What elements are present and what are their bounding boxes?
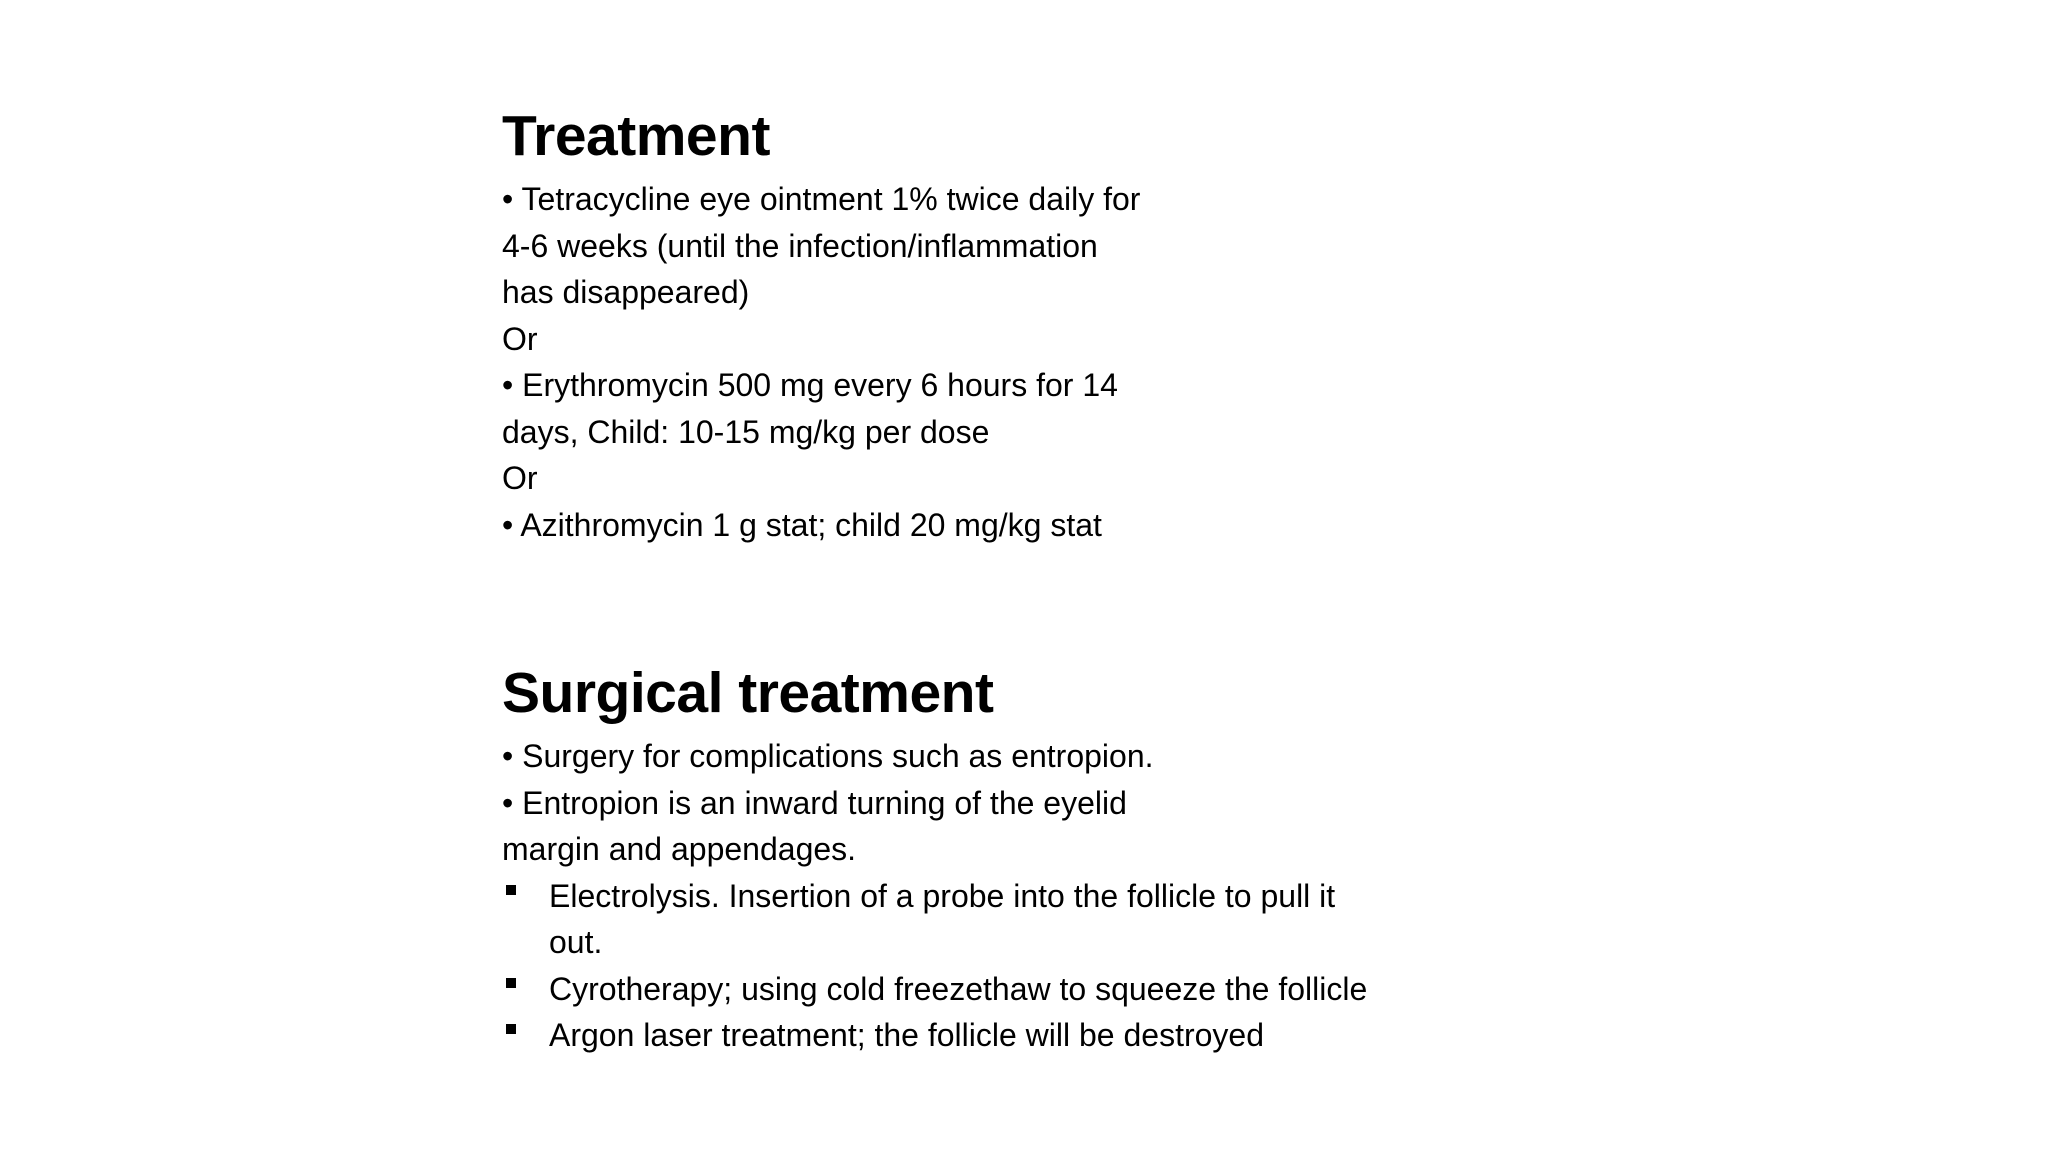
square-bullet-icon (506, 978, 516, 988)
list-item-text: Argon laser treatment; the follicle will be destroyed (549, 1017, 1265, 1053)
treatment-section (502, 96, 1602, 548)
list-item (502, 1012, 1602, 1059)
surgical-line: margin and appendages. (502, 831, 857, 867)
surgical-line: • Surgery for complications such as entropion. (502, 738, 1154, 774)
list-item-text: Cyrotherapy; using cold freezethaw to squeeze the follicle (549, 970, 1368, 1007)
surgical-procedure-list (502, 873, 1602, 1059)
surgical-heading: Surgical treatment (502, 661, 994, 725)
list-item (502, 966, 1602, 1013)
treatment-line: 4-6 weeks (until the infection/inflammation (502, 227, 1098, 264)
surgical-section (502, 653, 1602, 1059)
surgical-line: • Entropion is an inward turning of the eyelid (502, 784, 1127, 821)
list-item (502, 873, 1602, 966)
treatment-line: Or (502, 460, 538, 496)
treatment-line: days, Child: 10-15 mg/kg per dose (502, 413, 990, 450)
square-bullet-icon (506, 885, 516, 895)
treatment-line: • Azithromycin 1 g stat; child 20 mg/kg stat (502, 506, 1102, 543)
treatment-line: • Erythromycin 500 mg every 6 hours for 14 (502, 367, 1118, 403)
treatment-line: has disappeared) (502, 274, 750, 310)
treatment-line: • Tetracycline eye ointment 1% twice daily for (502, 181, 1141, 217)
list-item-text-continued: out. (549, 924, 603, 960)
slide-content (502, 96, 1602, 1059)
treatment-line: Or (502, 320, 538, 357)
treatment-heading: Treatment (502, 104, 770, 168)
square-bullet-icon (506, 1024, 516, 1034)
list-item-text: Electrolysis. Insertion of a probe into the follicle to pull it (549, 877, 1336, 914)
